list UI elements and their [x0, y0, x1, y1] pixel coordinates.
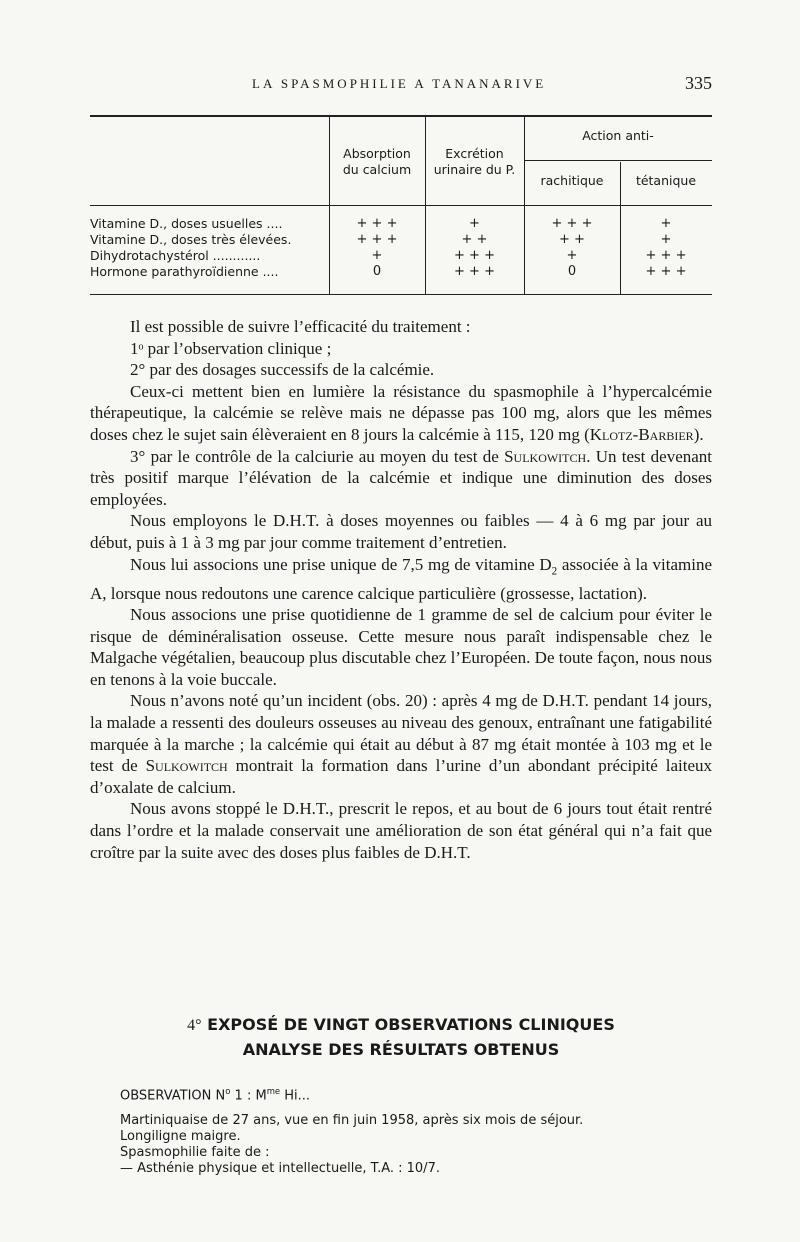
header-absorption: Absorption du calcium	[342, 146, 412, 177]
header-action: Action anti-	[582, 128, 654, 143]
cell-excretion: + +	[461, 232, 488, 247]
cell-tetanique: + + +	[645, 264, 687, 279]
section-title-line-1: EXPOSÉ DE VINGT OBSERVATIONS CLINIQUES	[207, 1015, 615, 1034]
section-heading	[90, 1013, 712, 1062]
page-number: 335	[685, 73, 712, 93]
header-rachitique: rachitique	[540, 173, 604, 188]
paragraph: Ceux-ci mettent bien en lumière la résistance du spasmophile à l’hypercalcémie thérapeutique, la calcémie se relève mais ne dépasse pas 100 mg, alors que les mêmes doses chez le sujet sain élèveraient en 8 jours la calcémie à 115, 120 mg (Klotz-Barbier).	[90, 381, 712, 444]
paragraph: Il est possible de suivre l’efficacité du traitement :	[130, 317, 471, 336]
section-title-line-2: ANALYSE DES RÉSULTATS OBTENUS	[242, 1040, 560, 1059]
cell-rachitique: + + +	[551, 216, 593, 231]
cell-absorption: + + +	[356, 232, 398, 247]
paragraph: Nous employons le D.H.T. à doses moyennes ou faibles — 4 à 6 mg par jour au début, puis à 1 à 3 mg par jour comme traitement d’entretien.	[90, 511, 712, 552]
cell-rachitique: 0	[567, 264, 577, 279]
paragraph: Nous associons une prise quotidienne de 1 gramme de sel de calcium pour éviter le risque de déminéralisation osseuse. Cette mesure nous paraît indispensable chez le Malgache végétalien, beaucoup plus discutable chez l’Européen. De toute façon, nous nous en tenons à la voie buccale.	[90, 605, 712, 689]
paragraph: 2° par des dosages successifs de la calcémie.	[130, 360, 435, 380]
cell-absorption: +	[371, 248, 383, 263]
table-top-rule	[90, 115, 712, 117]
cell-rachitique: +	[566, 248, 578, 263]
table-row-label: Hormone parathyroïdienne ....	[90, 264, 279, 279]
cell-tetanique: + + +	[645, 248, 687, 263]
observation-line: — Asthénie physique et intellectuelle, T.A. : 10/7.	[120, 1161, 440, 1177]
cell-absorption: 0	[372, 264, 382, 279]
cell-excretion: + + +	[454, 248, 495, 263]
cell-tetanique: +	[660, 232, 672, 247]
observation-heading: OBSERVATION $N^o$ 1 : $M^{me}$ Hi...	[120, 1086, 311, 1104]
observation-line: Martiniquaise de 27 ans, vue en fin juin 1958, après six mois de séjour.	[120, 1113, 584, 1129]
paragraph: Nous avons stoppé le D.H.T., prescrit le repos, et au bout de 6 jours tout était rentré dans l’ordre et la malade conservait une amélioration de son état général qui n’a fait que croître par la suite avec des doses plus faibles de D.H.T.	[90, 799, 712, 862]
paragraph: 3° par le contrôle de la calciurie au moyen du test de Sulkowitch. Un test devenant très positif marque l’élévation de la calcémie et indique une diminution des doses employées.	[90, 446, 713, 509]
header-tetanique: tétanique	[635, 173, 697, 188]
author-citation: Sulkowitch	[504, 446, 587, 466]
body-text	[90, 316, 712, 863]
cell-absorption: + + +	[356, 216, 398, 231]
running-title: LA SPASMOPHILIE A TANANARIVE	[252, 76, 547, 91]
author-citation: Klotz-Barbier	[589, 424, 694, 444]
table-row-label: Dihydrotachystérol ............	[90, 248, 261, 263]
observation-line: Longiligne maigre.	[120, 1129, 241, 1145]
table-row-label: Vitamine D., doses très élevées.	[90, 232, 292, 247]
cell-excretion: +	[469, 216, 480, 231]
observation-block	[120, 1083, 710, 1177]
paragraph: 1ᵒ par l’observation clinique ;	[130, 338, 332, 358]
author-citation: Sulkowitch	[145, 756, 228, 776]
section-number: 4°	[187, 1017, 202, 1034]
table-bottom-rule	[90, 294, 712, 295]
cell-tetanique: +	[660, 216, 672, 231]
header-excretion: Excrétion urinaire du P.	[433, 146, 516, 177]
paragraph: Nous n’avons noté qu’un incident (obs. 20) : après 4 mg de D.H.T. pendant 14 jours, la malade a ressenti des douleurs osseuses au niveau des genoux, entraînant une fatigabilité marquée à la marche ; la calcémie qui était au début à 87 mg était montée à 103 mg et le test de Sulkowitch montrait la formation dans l’urine d’un abondant précipité laiteux d’oxalate de calcium.	[90, 691, 712, 797]
table-header-rule	[90, 205, 712, 206]
cell-rachitique: + +	[559, 232, 585, 247]
table-row-label: Vitamine D., doses usuelles ....	[90, 216, 283, 231]
paragraph: Nous lui associons une prise unique de 7,5 mg de vitamine $D_2$ associée à la vitamine A, lorsque nous redoutons une carence calcique particulière (grossesse, lactation).	[90, 554, 712, 603]
observation-line: Spasmophilie faite de :	[120, 1145, 270, 1161]
table-action-subrule	[524, 160, 712, 161]
running-header	[90, 73, 712, 98]
cell-excretion: + + +	[454, 264, 495, 279]
